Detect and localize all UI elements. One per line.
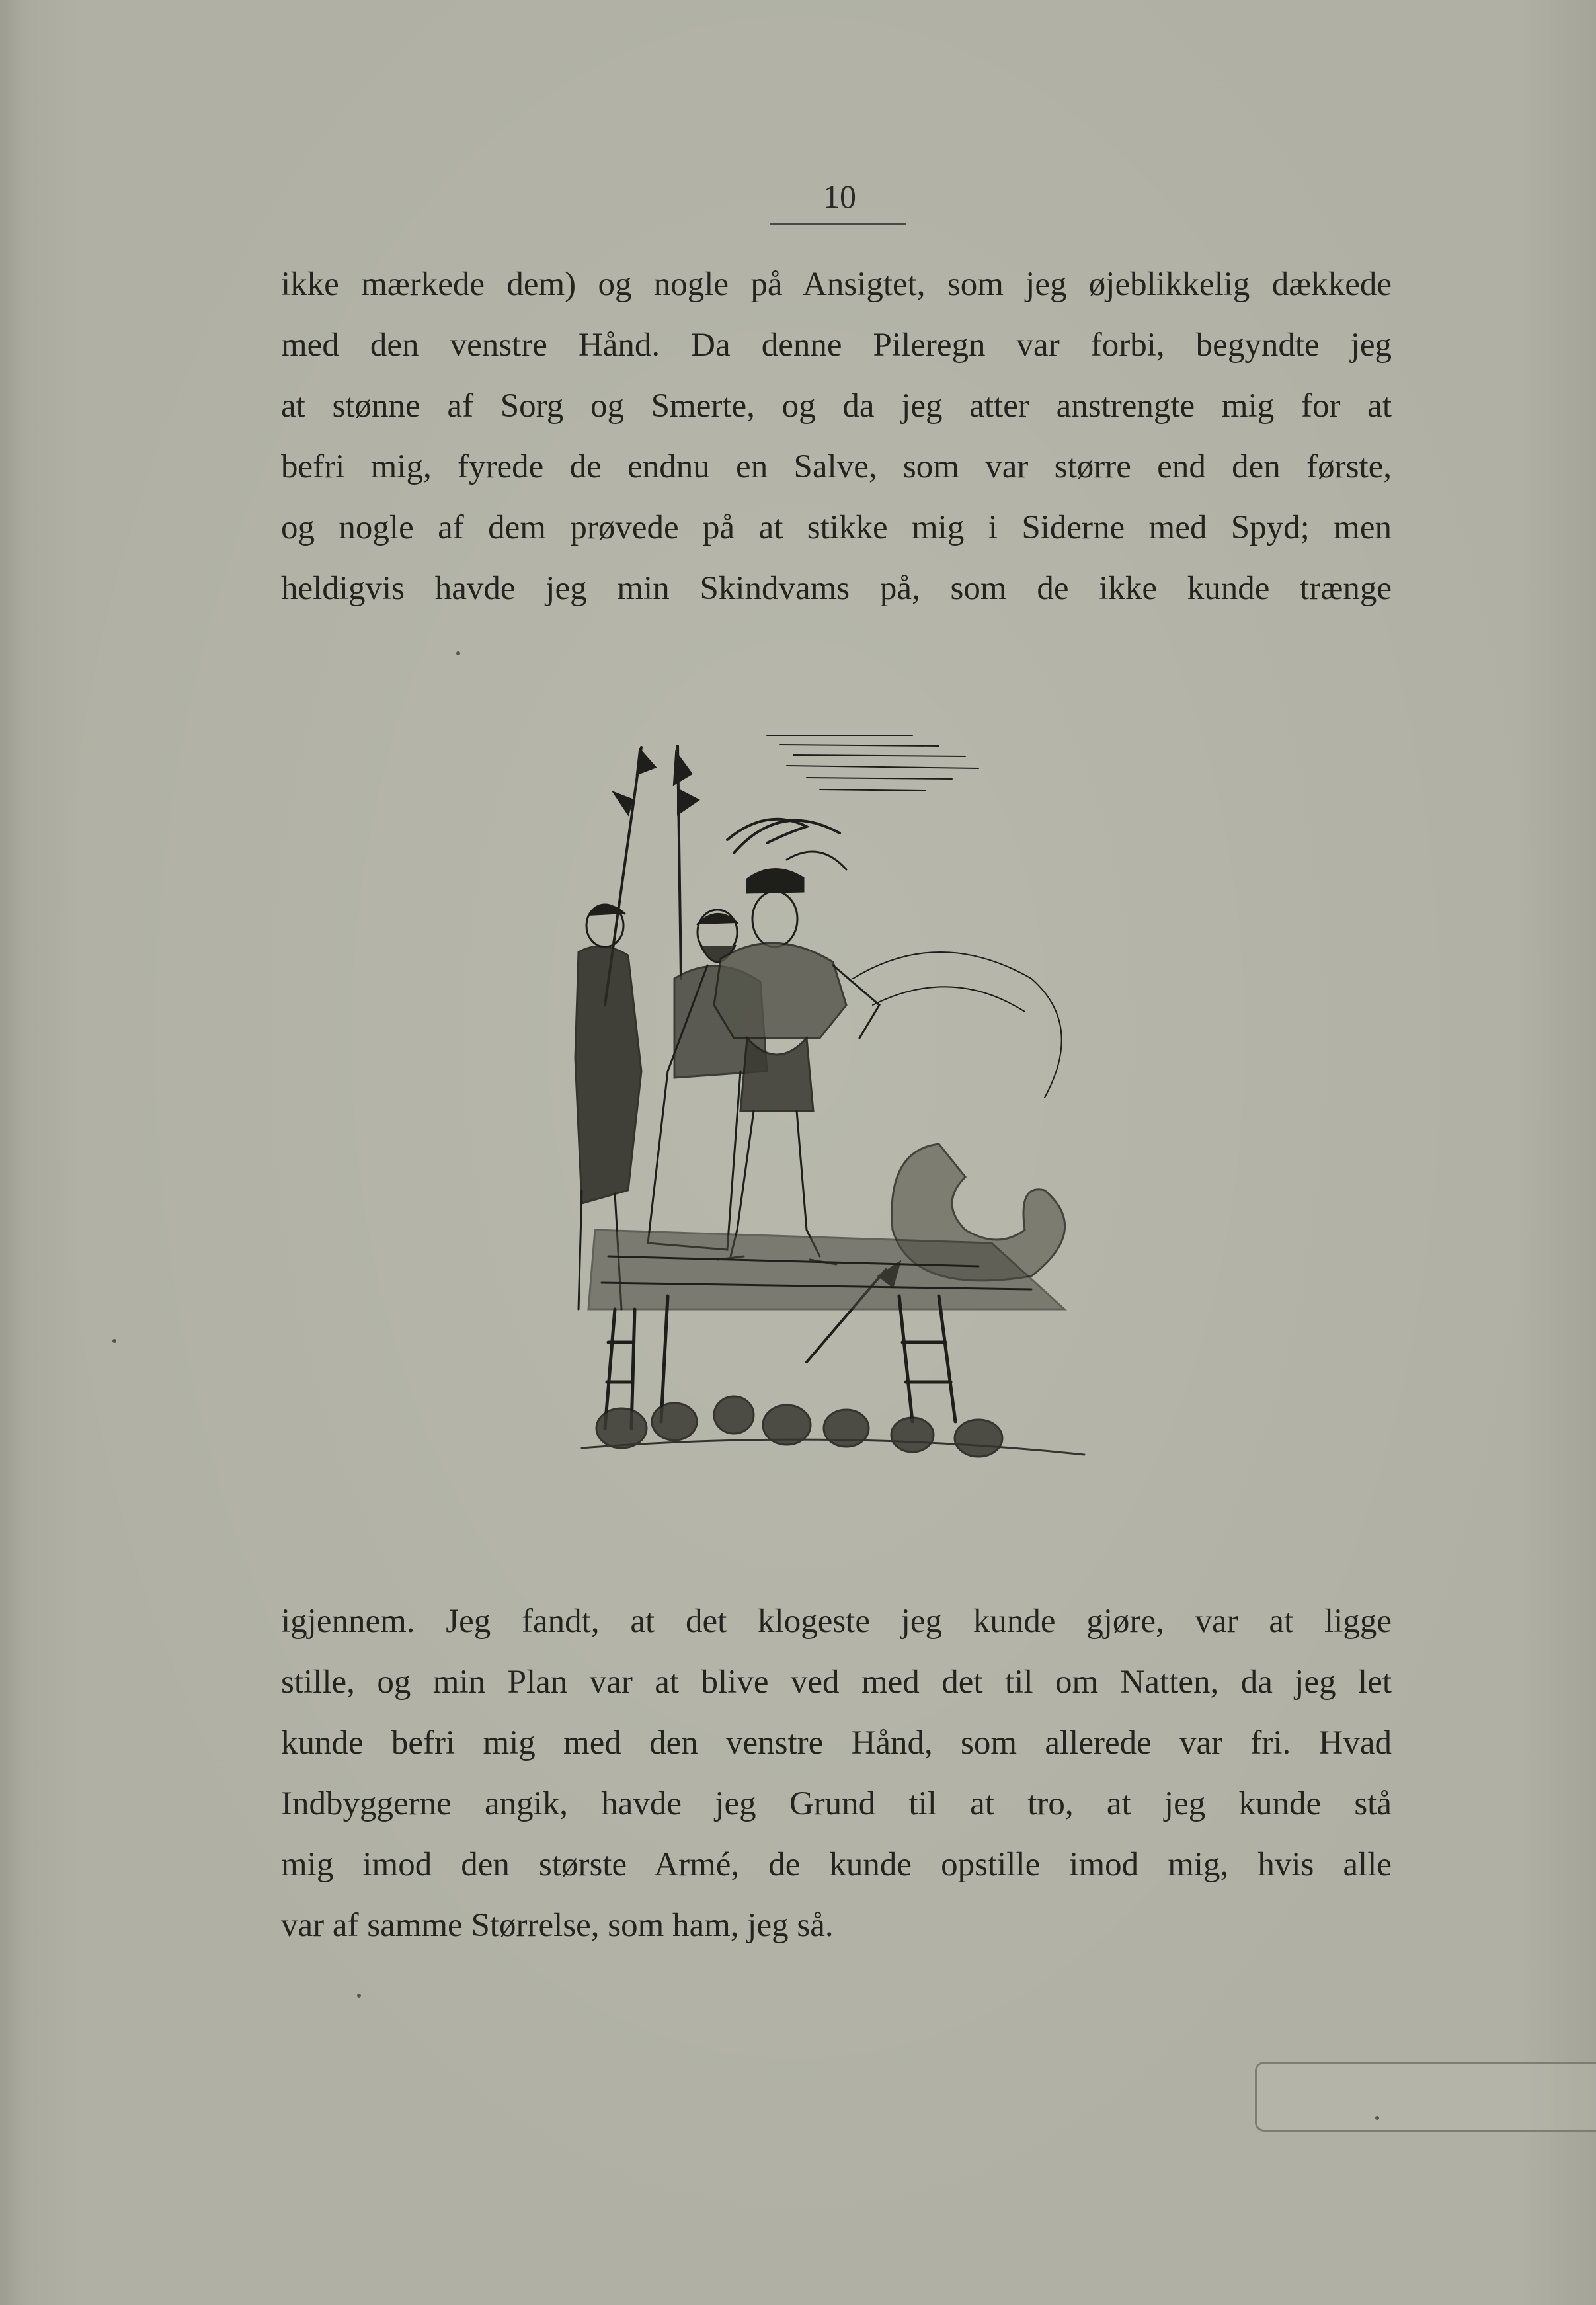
paper-speck (1375, 2116, 1379, 2120)
paper-speck (456, 651, 460, 655)
curl-shape (853, 952, 1065, 1281)
text-line: Indbyggerne angik, havde jeg Grund til at tro, at jeg kunde stå (281, 1785, 1392, 1822)
text-line: kunde befri mig med den venstre Hånd, som allerede var fri. Hvad (281, 1724, 1392, 1761)
text-line: at stønne af Sorg og Smerte, og da jeg atter anstrengte mig for at (281, 387, 1392, 425)
paper-speck (357, 1994, 361, 1998)
engraving-illustration (569, 727, 1097, 1478)
text-line: igjennem. Jeg fandt, at det klogeste jeg kunde gjøre, var at ligge (281, 1603, 1392, 1640)
text-block-bottom (281, 1591, 1392, 1956)
text-line: stille, og min Plan var at blive ved med det til om Natten, da jeg let (281, 1664, 1392, 1701)
paper-speck (112, 1339, 116, 1343)
text-line: befri mig, fyrede de endnu en Salve, som var større end den første, (281, 448, 1392, 485)
text-block-top (281, 254, 1392, 619)
text-line: med den venstre Hånd. Da denne Pileregn var forbi, begyndte jeg (281, 327, 1392, 364)
crowd (582, 1396, 1084, 1457)
header-rule (770, 223, 906, 225)
page-number: 10 (823, 178, 856, 215)
text-line: og nogle af dem prøvede på at stikke mig i Siderne med Spyd; men (281, 509, 1392, 546)
text-line: mig imod den største Armé, de kunde opstille imod mig, hvis alle (281, 1846, 1392, 1883)
text-line: heldigvis havde jeg min Skindvams på, som de ikke kunde trænge (281, 570, 1392, 607)
sky-hatching (767, 735, 978, 791)
text-line: ikke mærkede dem) og nogle på Ansigtet, som jeg øjeblikkelig dækkede (281, 266, 1392, 303)
text-line: var af samme Størrelse, som ham, jeg så. (281, 1907, 834, 1944)
page-corner-tab (1255, 2062, 1596, 2132)
